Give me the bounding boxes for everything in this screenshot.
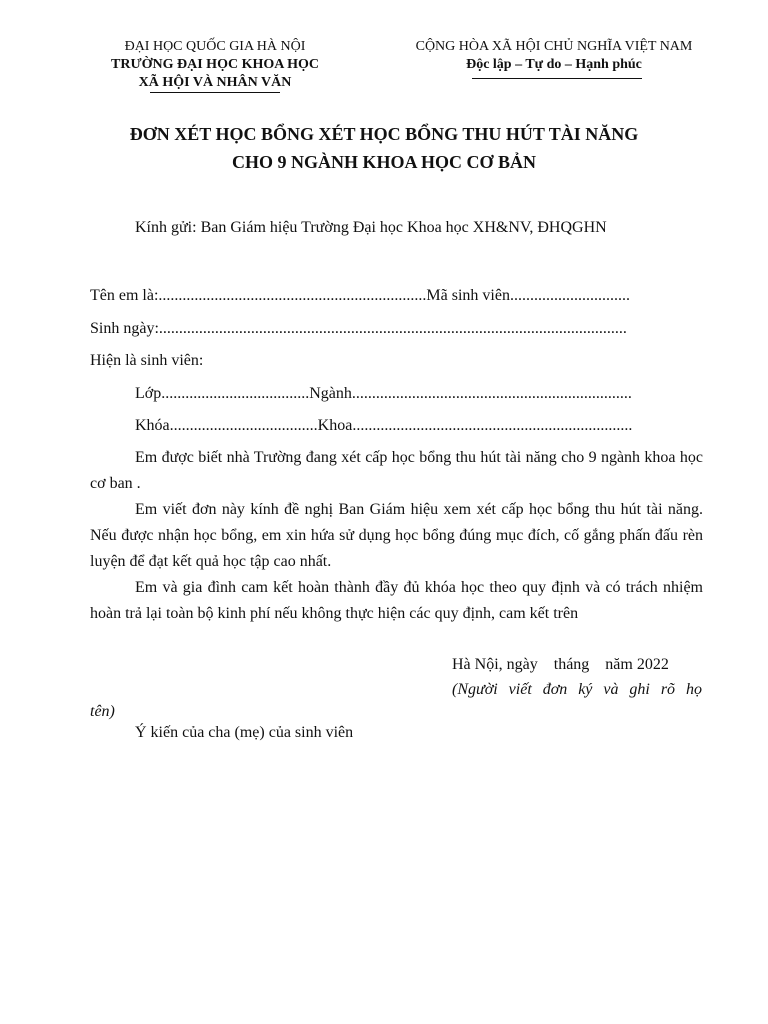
paragraph-3 bbox=[90, 575, 703, 627]
national-motto: Độc lập – Tự do – Hạnh phúc bbox=[466, 57, 642, 72]
place-date-line: Hà Nội, ngày tháng năm 2022 bbox=[452, 656, 669, 673]
faculty-label: Khoa bbox=[317, 417, 353, 434]
name-label: Tên em là: bbox=[90, 287, 159, 304]
student-id-label: Mã sinh viên bbox=[426, 287, 510, 304]
paragraph-1-text: Em được biết nhà Trường đang xét cấp học bổng thu hút tài năng cho 9 ngành khoa học cơ ban . bbox=[90, 449, 703, 492]
class-label: Lớp bbox=[135, 385, 162, 402]
class-major-row bbox=[135, 384, 632, 404]
name-blank: ................................................................... bbox=[158, 287, 427, 304]
dob-label: Sinh ngày: bbox=[90, 320, 159, 337]
major-blank: ...................................................................... bbox=[351, 385, 632, 402]
name-row bbox=[90, 286, 630, 306]
title-line1: ĐƠN XÉT HỌC BỔNG XÉT HỌC BỔNG THU HÚT TÀI NĂNG bbox=[129, 124, 639, 144]
course-blank: ..................................... bbox=[169, 417, 318, 434]
course-faculty-row bbox=[135, 416, 632, 436]
student-id-blank: .............................. bbox=[509, 287, 630, 304]
paragraph-2 bbox=[90, 497, 703, 575]
institution-header bbox=[90, 38, 340, 92]
greeting: Kính gửi: Ban Giám hiệu Trường Đại học Khoa học XH&NV, ĐHQGHN bbox=[135, 219, 607, 236]
institution-underline bbox=[150, 92, 280, 93]
motto-underline bbox=[472, 78, 642, 79]
faculty-blank: ...................................................................... bbox=[352, 417, 633, 434]
parent-opinion-label: Ý kiến của cha (mẹ) của sinh viên bbox=[135, 724, 354, 741]
document-title bbox=[40, 120, 728, 176]
national-header bbox=[386, 38, 722, 74]
course-label: Khóa bbox=[135, 417, 170, 434]
university-name: ĐẠI HỌC QUỐC GIA HÀ NỘI bbox=[124, 39, 306, 54]
dob-blank: ..................................................................................................................... bbox=[158, 320, 627, 337]
class-blank: ..................................... bbox=[161, 385, 310, 402]
country-name: CỘNG HÒA XÃ HỘI CHỦ NGHĨA VIỆT NAM bbox=[415, 39, 693, 54]
paragraph-2-text: Em viết đơn này kính đề nghị Ban Giám hiệu xem xét cấp học bổng thu hút tài năng. Nếu được nhận học bổng, em xin hứa sử dụng học bổng đúng mục đích, cố gắng phấn đấu rèn luyện để đạt kết quả học tập cao nhất. bbox=[90, 501, 703, 570]
current-student-label: Hiện là sinh viên: bbox=[90, 352, 204, 369]
paragraph-3-text: Em và gia đình cam kết hoàn thành đầy đủ khóa học theo quy định và có trách nhiệm hoàn trả lại toàn bộ kinh phí nếu không thực hiện các quy định, cam kết trên bbox=[90, 579, 703, 622]
major-label: Ngành bbox=[309, 385, 352, 402]
signer-note-line2: tên) bbox=[90, 703, 115, 720]
school-name-line1: TRƯỜNG ĐẠI HỌC KHOA HỌC bbox=[111, 57, 319, 72]
signer-note-line1: (Người viết đơn ký và ghi rõ họ bbox=[452, 681, 702, 698]
school-name-line2: XÃ HỘI VÀ NHÂN VĂN bbox=[138, 75, 292, 90]
title-line2: CHO 9 NGÀNH KHOA HỌC CƠ BẢN bbox=[231, 152, 536, 172]
dob-row bbox=[90, 319, 627, 339]
paragraph-1 bbox=[90, 445, 703, 497]
